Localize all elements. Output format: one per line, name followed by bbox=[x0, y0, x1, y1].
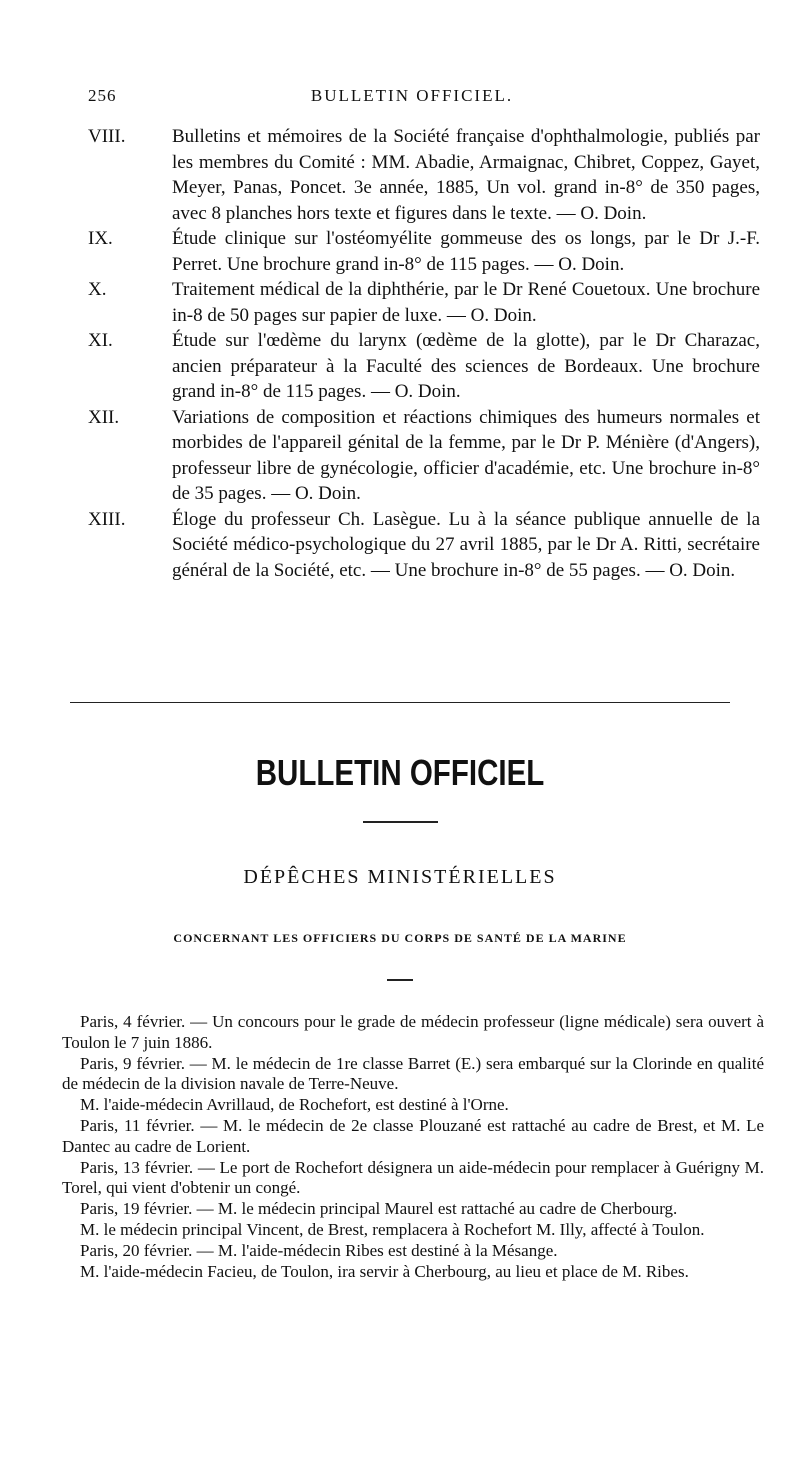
bibliography-list bbox=[88, 124, 760, 583]
dispatch-paragraph: Paris, 19 février. — M. le médecin principal Maurel est rattaché au cadre de Cherbourg. bbox=[80, 1199, 678, 1219]
entry-text: Étude sur l'œdème du larynx (œdème de la glotte), par le Dr Charazac, ancien préparateur à la Faculté des sciences de Bordeaux. Une brochure grand in-8° de 115 pages. — O. Doin. bbox=[172, 330, 760, 402]
section-divider bbox=[70, 702, 730, 703]
entry-text: Variations de composition et réactions chimiques des humeurs normales et morbides de l'appareil génital de la femme, par le Dr P. Ménière (d'Angers), professeur libre de gynécologie, officier d'académie, etc. Une brochure in-8° de 35 pages. — O. Doin. bbox=[172, 406, 760, 504]
dispatch-paragraph: Paris, 13 février. — Le port de Rochefort désignera un aide-médecin pour remplacer à Guérigny M. Torel, qui vient d'obtenir un congé. bbox=[62, 1157, 764, 1198]
dispatch-paragraph: Paris, 9 février. — M. le médecin de 1re classe Barret (E.) sera embarqué sur la Clorinde en qualité de médecin de la division navale de Terre-Neuve. bbox=[62, 1053, 764, 1094]
page-number: 256 bbox=[88, 86, 117, 105]
dispatch-paragraph: M. le médecin principal Vincent, de Brest, remplacera à Rochefort M. Illy, affecté à Toulon. bbox=[80, 1219, 705, 1239]
dispatch-paragraph: Paris, 11 février. — M. le médecin de 2e classe Plouzané est rattaché au cadre de Brest, et M. Le Dantec au cadre de Lorient. bbox=[62, 1115, 764, 1156]
list-item bbox=[88, 328, 760, 405]
list-item bbox=[88, 277, 760, 328]
list-item bbox=[88, 124, 760, 226]
dispatch-paragraph: M. l'aide-médecin Avrillaud, de Rochefort, est destiné à l'Orne. bbox=[80, 1095, 509, 1115]
section-subtitle: DÉPÊCHES MINISTÉRIELLES bbox=[243, 866, 557, 888]
list-item bbox=[88, 226, 760, 277]
entry-number: XI. bbox=[88, 330, 113, 351]
list-item bbox=[88, 405, 760, 507]
entry-text: Éloge du professeur Ch. Lasègue. Lu à la séance publique annuelle de la Société médico-psychologique du 27 avril 1885, par le Dr A. Ritti, secrétaire général de la Société, etc. — Une brochure in-8° de 55 pages. — O. Doin. bbox=[172, 508, 760, 581]
section-subsubtitle: CONCERNANT LES OFFICIERS DU CORPS DE SANTÉ DE LA MARINE bbox=[173, 931, 627, 945]
entry-number: XII. bbox=[88, 406, 120, 428]
dispatch-paragraph: Paris, 4 février. — Un concours pour le grade de médecin professeur (ligne médicale) sera ouvert à Toulon le 7 juin 1886. bbox=[62, 1012, 764, 1052]
subtitle-rule bbox=[387, 979, 413, 981]
list-item bbox=[88, 507, 760, 584]
title-rule bbox=[363, 821, 438, 823]
running-title: BULLETIN OFFICIEL. bbox=[310, 86, 514, 105]
entry-text: Étude clinique sur l'ostéomyélite gommeuse des os longs, par le Dr J.-F. Perret. Une brochure grand in-8° de 115 pages. — O. Doin. bbox=[172, 228, 760, 275]
entry-text: Bulletins et mémoires de la Société française d'ophthalmologie, publiés par les membres du Comité : MM. Abadie, Armaignac, Chibret, Coppez, Gayet, Meyer, Panas, Poncet. 3e année, 1885, Un vol. grand in-8° de 350 pages, avec 8 planches hors texte et figures dans le texte. — O. Doin. bbox=[172, 126, 760, 224]
entry-number: XIII. bbox=[88, 508, 126, 530]
section-title: BULLETIN OFFICIEL bbox=[255, 752, 545, 793]
dispatch-paragraph: Paris, 20 février. — M. l'aide-médecin Ribes est destiné à la Mésange. bbox=[80, 1240, 558, 1260]
entry-text: Traitement médical de la diphthérie, par le Dr René Couetoux. Une brochure in-8 de 50 pages sur papier de luxe. — O. Doin. bbox=[172, 279, 760, 326]
dispatch-list bbox=[62, 1012, 764, 1282]
entry-number: IX. bbox=[88, 228, 113, 249]
running-head bbox=[88, 86, 736, 110]
entry-number: X. bbox=[88, 279, 107, 300]
entry-number: VIII. bbox=[88, 126, 126, 147]
dispatch-paragraph: M. l'aide-médecin Facieu, de Toulon, ira servir à Cherbourg, au lieu et place de M. Ribes. bbox=[80, 1261, 689, 1281]
